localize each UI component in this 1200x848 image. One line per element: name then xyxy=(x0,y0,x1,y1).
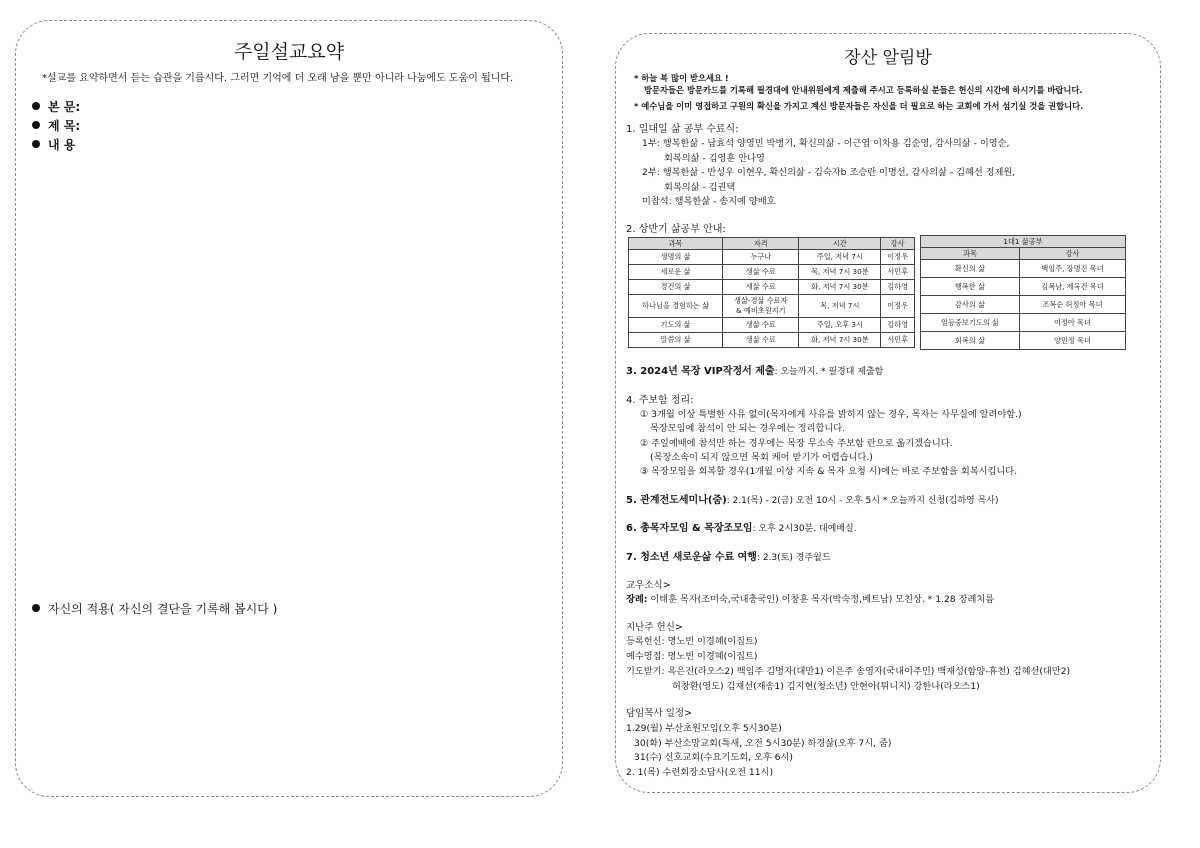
table-cell: 기도의 삶 xyxy=(629,318,723,333)
section-6: 6. 총목자모임 & 목장조모임: 오후 2시30분. 대예배실. xyxy=(626,523,857,534)
table-cell: 회복의 삶 xyxy=(921,332,1020,350)
section-5: 5. 관계전도세미나(줌): 2.1(목) - 2(금) 오전 10시 - 오후 5시 * 오늘까지 신청(김하영 목사) xyxy=(626,495,999,506)
table-row xyxy=(921,314,1126,332)
table-cell: 새로운 삶 xyxy=(629,265,723,280)
section-7: 7. 청소년 새로운삶 수료 여행: 2.3(토) 경주월드 xyxy=(626,552,831,563)
table-cell: 서민후 xyxy=(881,333,915,348)
section-4-line: ③ 목장모임을 회복할 경우(1개월 이상 지속 & 목자 요청 시)에는 바로 주보함을 회복시킵니다. xyxy=(640,466,1018,477)
table-cell: 주일, 저녁 7시 xyxy=(799,250,881,265)
bullet-application: 자신의 적용( 자신의 결단을 기록해 봅시다 ) xyxy=(32,600,277,617)
section-1-title: 1. 일대일 삶 공부 수료식: xyxy=(626,124,739,135)
table-cell: 화, 저녁 7시 30분 xyxy=(799,280,881,295)
schedule-line: 30(화) 부산소망교회(특새, 오전 5시30분) 하경삶(오후 7시, 줌) xyxy=(634,738,892,749)
table-cell: 말씀의 삶 xyxy=(629,333,723,348)
table-cell: 조복순 허정아 목녀 xyxy=(1019,296,1125,314)
table-cell: 생명의 삶 xyxy=(629,250,723,265)
schedule-heading: 담임목사 일정> xyxy=(626,708,693,719)
table-cell: 김복남, 제옥건 목녀 xyxy=(1019,278,1125,296)
table-row xyxy=(921,332,1126,350)
section-1-line: 미참석: 행복한삶 - 송지예 양배호 xyxy=(642,196,776,207)
section-1-line: 회복의삶 - 김영훈 안나영 xyxy=(664,153,765,164)
table-cell: 화, 저녁 7시 30분 xyxy=(799,333,881,348)
section-4-line: (목장소속이 되지 않으면 목회 케어 받기가 어렵습니다.) xyxy=(650,452,873,463)
notice-believers: * 예수님을 이미 영접하고 구원의 확신을 가지고 계신 방문자들은 자신을 더 필요로 하는 교회에 가서 섬기실 것을 권합니다. xyxy=(634,101,1084,111)
table-cell: 서민후 xyxy=(881,265,915,280)
table-row xyxy=(921,278,1126,296)
sermon-summary-title: 주일설교요약 xyxy=(233,41,345,63)
bullet-passage: 본 문: xyxy=(32,98,80,115)
announcements-title: 장산 알림방 xyxy=(844,48,932,68)
table-header: 과목 xyxy=(921,248,1020,260)
table-row xyxy=(629,280,915,295)
table-caption-row xyxy=(921,236,1126,248)
congregation-news-line: 장례: 이태훈 목자(조미숙,국내충국인) 이창훈 목자(박숙정,베트남) 모친상. * 1.28 장례치름 xyxy=(626,594,995,605)
bullet-dot-icon xyxy=(32,121,40,129)
table-header-row xyxy=(629,238,915,250)
table-cell: 누구나 xyxy=(723,250,799,265)
table-caption: 1대1 삶공부 xyxy=(921,236,1126,248)
table-cell: 감사의 삶 xyxy=(921,296,1020,314)
table-cell: 하나님을 경험하는 삶 xyxy=(629,295,723,318)
bullet-dot-icon xyxy=(32,604,40,612)
section-3: 3. 2024년 목장 VIP작정서 제출: 오늘까지. * 필경대 제출함 xyxy=(626,366,884,377)
table-cell: 일등중보기도의 삶 xyxy=(921,314,1020,332)
section-4-line: ② 주일예배에 참석만 하는 경우에는 목장 무소속 주보함 란으로 옮기겠습니다. xyxy=(640,438,953,449)
table-header: 강사 xyxy=(881,238,915,250)
table-cell: 새삶 수료 xyxy=(723,280,799,295)
offering-line: 등록헌신: 명노빈 이경혜(이집트) xyxy=(626,636,758,647)
notice-visitor: 방문자들은 방문카드를 기록해 필경대에 안내위원에게 제출해 주시고 등록하실 분들은 헌신의 시간에 하시기를 바랍니다. xyxy=(644,85,1083,95)
table-header: 시간 xyxy=(799,238,881,250)
bullet-content: 내 용 xyxy=(32,136,75,153)
table-cell: 이정우 xyxy=(881,295,915,318)
section-4-line: 목장모임에 참석이 안 되는 경우에는 정리합니다. xyxy=(650,423,846,434)
schedule-line: 2. 1(목) 수련회장소답사(오전 11시) xyxy=(626,767,774,778)
section-2-title: 2. 상반기 삶공부 안내: xyxy=(626,224,726,235)
bullet-dot-icon xyxy=(32,140,40,148)
table-cell: 목, 저녁 7시 xyxy=(799,295,881,318)
table-cell: 생삶 수료 xyxy=(723,318,799,333)
table-row xyxy=(629,333,915,348)
table-cell: 주일, 오후 3시 xyxy=(799,318,881,333)
section-1-line: 1부: 행복한삶 - 남효석 양영민 박병기, 확신의삶 - 이근엽 이차용 김순영, 감사의삶 - 이영순, xyxy=(642,138,1010,149)
table-row xyxy=(921,260,1126,278)
table-header-row xyxy=(921,248,1126,260)
table-cell: 양민정 목녀 xyxy=(1019,332,1125,350)
table-cell: 목, 저녁 7시 30분 xyxy=(799,265,881,280)
bullet-dot-icon xyxy=(32,102,40,110)
table-cell: 김하영 xyxy=(881,280,915,295)
table-cell: 생삶 수료 xyxy=(723,265,799,280)
table-row xyxy=(629,250,915,265)
table-cell: 확신의 삶 xyxy=(921,260,1020,278)
schedule-line: 31(수) 신호교회(수요기도회, 오후 6시) xyxy=(634,752,793,763)
offering-line: 허창환(영도) 김재선(재송1) 김지현(청소년) 안현아(튀니지) 강한나(라오스1) xyxy=(672,681,980,692)
table-header: 강사 xyxy=(1019,248,1125,260)
offering-line: 기도받기: 옥은진(라오스2) 백임주 김명자(대만1) 이은주 송영자(국내이주민) 백재성(함양-휴천) 김혜선(대만2) xyxy=(626,666,1071,677)
sermon-summary-note: *설교를 요약하면서 듣는 습관을 기릅시다. 그러면 기억에 더 오래 남을 뿐만 아니라 나눔에도 도움이 됩니다. xyxy=(42,73,514,84)
offering-heading: 지난주 헌신> xyxy=(626,622,683,633)
section-4-line: ① 3개월 이상 특별한 사유 없이(목자에게 사유를 밝히지 않는 경우, 목자는 사무실에 알려야함.) xyxy=(640,409,1022,420)
table-row xyxy=(921,296,1126,314)
section-4-title: 4. 주보함 정리: xyxy=(626,395,694,406)
section-1-line: 회복의삶 - 김권택 xyxy=(664,182,736,193)
table-row xyxy=(629,265,915,280)
table-row xyxy=(629,318,915,333)
section-1-line: 2부: 행복한삶 - 반성우 이현우, 확신의삶 - 김숙자b 조승란 이명선, 감사의삶 - 김혜선 정제원, xyxy=(642,167,1016,178)
congregation-news-heading: 교우소식> xyxy=(626,580,671,591)
table-cell: 이정아 목녀 xyxy=(1019,314,1125,332)
table-cell: 생삶 수료 xyxy=(723,333,799,348)
table-row xyxy=(629,295,915,318)
offering-line: 예수영접: 명노빈 이경혜(이집트) xyxy=(626,651,758,662)
table-cell: 이정우 xyxy=(881,250,915,265)
table-header: 자격 xyxy=(723,238,799,250)
table-cell: 경건의 삶 xyxy=(629,280,723,295)
bullet-title: 제 목: xyxy=(32,117,80,134)
notice-greeting: * 하늘 복 많이 받으세요 ! xyxy=(634,73,729,83)
one-to-one-table xyxy=(920,235,1126,350)
study-schedule-table xyxy=(628,237,915,348)
table-cell: 생삶-경삶 수료자 & 예비초원지기 xyxy=(723,295,799,318)
table-cell: 행복한 삶 xyxy=(921,278,1020,296)
announcements-panel xyxy=(615,33,1161,793)
table-header: 과목 xyxy=(629,238,723,250)
schedule-line: 1.29(월) 부산초원모임(오후 5시30분) xyxy=(626,723,782,734)
table-cell: 김하영 xyxy=(881,318,915,333)
sermon-summary-panel xyxy=(15,20,563,797)
table-cell: 백임주, 장명진 목녀 xyxy=(1019,260,1125,278)
